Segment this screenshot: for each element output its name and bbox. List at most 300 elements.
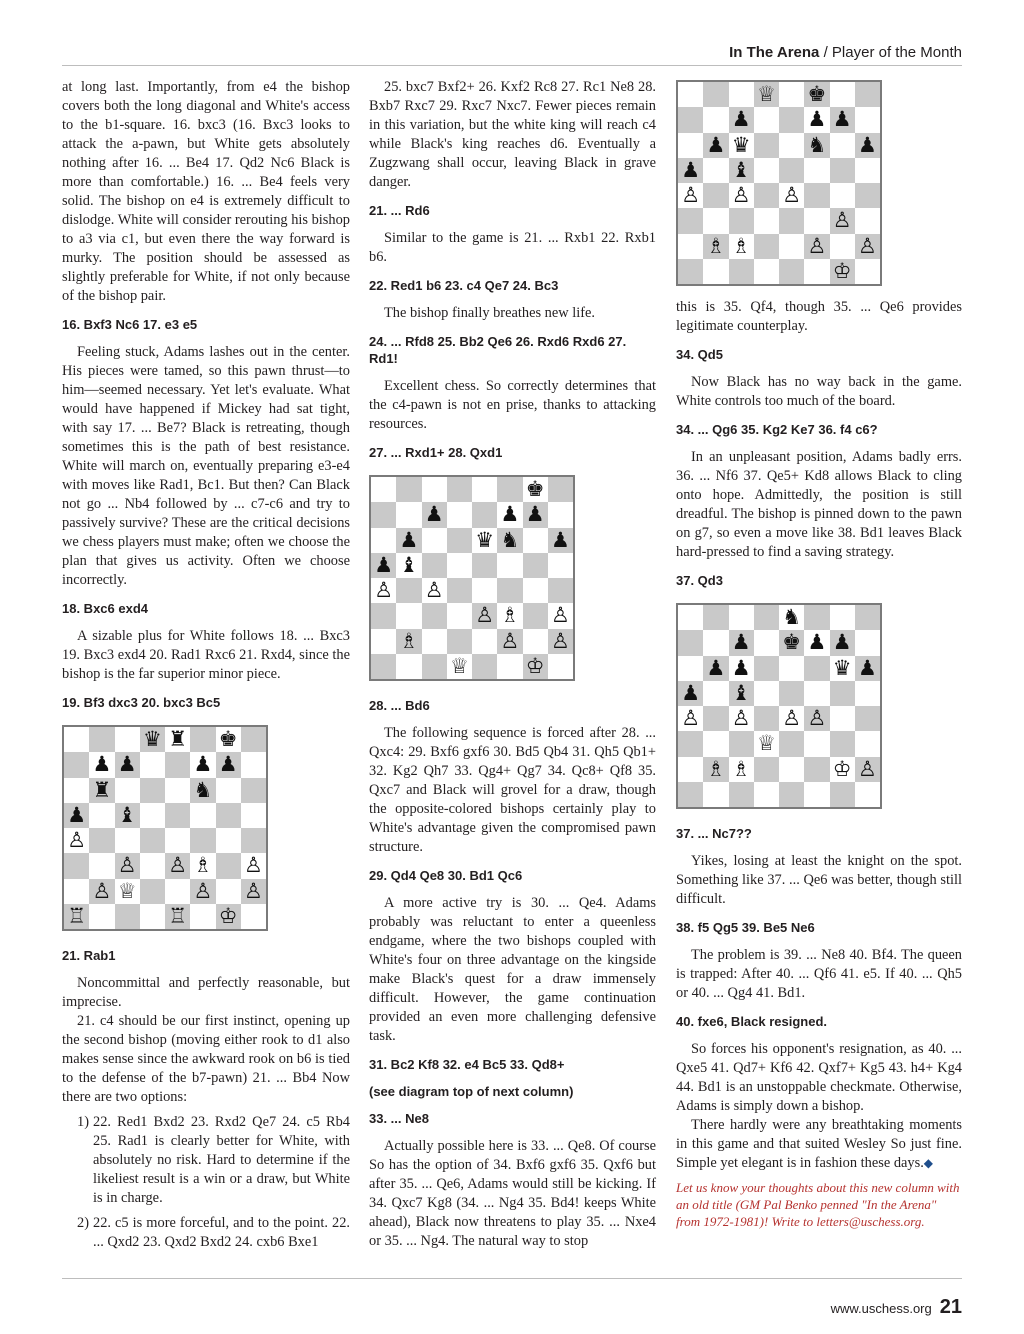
board-square	[447, 502, 472, 527]
board-square	[140, 778, 165, 803]
board-square	[64, 853, 89, 878]
white-rook-icon: ♖	[67, 903, 87, 928]
board-square	[165, 727, 190, 752]
board-square	[140, 727, 165, 752]
end-mark-icon: ◆	[923, 1156, 934, 1170]
page-footer	[831, 1296, 962, 1319]
white-pawn-icon: ♙	[857, 756, 877, 781]
move-heading: 28. ... Bd6	[369, 698, 430, 713]
board-square	[523, 553, 548, 578]
paragraph: The problem is 39. ... Ne8 40. Bf4. The queen is trapped: After 40. ... Qf6 41. e5. If 40. ... Qh5 or 40. ... Qg4 41. Bd1.	[676, 947, 962, 1001]
site-url: www.uschess.org	[830, 1301, 932, 1316]
board-square	[241, 778, 266, 803]
board-square	[779, 208, 804, 233]
black-pawn-icon: ♟	[92, 752, 112, 777]
board-square	[754, 605, 779, 630]
black-pawn-icon: ♟	[525, 502, 545, 527]
board-square	[779, 706, 804, 731]
board-square	[472, 654, 497, 679]
board-square	[804, 630, 829, 655]
black-pawn-icon: ♟	[832, 630, 852, 655]
white-pawn-icon: ♙	[168, 853, 188, 878]
column-3	[676, 78, 962, 1230]
move-heading: 18. Bxc6 exd4	[62, 601, 149, 616]
move-heading: 40. fxe6, Black resigned.	[676, 1014, 828, 1029]
paragraph: The bishop finally breathes new life.	[384, 305, 595, 321]
board-square	[804, 234, 829, 259]
board-square	[703, 107, 728, 132]
board-square	[241, 803, 266, 828]
board-square	[241, 828, 266, 853]
board-square	[703, 208, 728, 233]
board-square	[497, 502, 522, 527]
black-bishop-icon: ♝	[117, 802, 137, 827]
black-knight-icon: ♞	[807, 132, 827, 157]
black-bishop-icon: ♝	[399, 552, 419, 577]
black-pawn-icon: ♟	[857, 655, 877, 680]
board-square	[165, 778, 190, 803]
board-square	[447, 629, 472, 654]
board-square	[396, 528, 421, 553]
board-square	[729, 234, 754, 259]
board-square	[422, 477, 447, 502]
white-pawn-icon: ♙	[731, 706, 751, 731]
paragraph: A sizable plus for White follows 18. ... Bxc3 19. Bxc3 exd4 20. Rad1 Rxc6 21. Rxd4, since the bishop is the far superior minor piece.	[62, 628, 350, 682]
board-square	[140, 853, 165, 878]
black-pawn-icon: ♟	[424, 502, 444, 527]
board-square	[804, 782, 829, 807]
board-square	[729, 706, 754, 731]
list-text: 22. c5 is more forceful, and to the point. 22. ... Qxd2 23. Qxd2 Bxd2 24. cxb6 Bxe1	[93, 1215, 350, 1250]
board-square	[548, 578, 573, 603]
board-square	[754, 158, 779, 183]
white-pawn-icon: ♙	[832, 208, 852, 233]
board-square	[89, 752, 114, 777]
board-square	[703, 706, 728, 731]
board-square	[830, 706, 855, 731]
white-pawn-icon: ♙	[500, 628, 520, 653]
black-pawn-icon: ♟	[857, 132, 877, 157]
black-pawn-icon: ♟	[731, 655, 751, 680]
black-pawn-icon: ♟	[218, 752, 238, 777]
board-square	[830, 782, 855, 807]
black-knight-icon: ♞	[193, 777, 213, 802]
board-square	[371, 603, 396, 628]
footer-divider	[62, 1278, 962, 1279]
board-square	[855, 158, 880, 183]
white-pawn-icon: ♙	[92, 878, 112, 903]
board-square	[64, 752, 89, 777]
white-pawn-icon: ♙	[681, 183, 701, 208]
board-square	[703, 605, 728, 630]
reader-note: Let us know your thoughts about this new column with an old title (GM Pal Benko penned "In the Arena" from 1972-1981)! Write to letters@uschess.org.	[676, 1180, 960, 1229]
move-heading: 34. ... Qg6 35. Kg2 Ke7 36. f4 c6?	[676, 422, 878, 437]
board-square	[754, 234, 779, 259]
paragraph: Similar to the game is 21. ... Rxb1 22. Rxb1 b6.	[369, 230, 656, 265]
board-square	[396, 654, 421, 679]
board-square	[472, 629, 497, 654]
board-square	[371, 477, 396, 502]
paragraph: 25. bxc7 Bxf2+ 26. Kxf2 Rc8 27. Rc1 Ne8 28. Bxb7 Rxc7 29. Rxc7 Nxc7. Fewer pieces remain in this variation, but the white king will reach c4 while Black's king reaches d6. Eventually a Zugzwang shall occur, leaving Black in grave danger.	[369, 79, 656, 190]
board-square	[830, 82, 855, 107]
board-square	[89, 853, 114, 878]
paragraph: So forces his opponent's resignation, as 40. ... Qxe5 41. Qd7+ Kf6 42. Qxf7+ Kg5 43. h4+ Kg4 44. Bd1 is an unstoppable checkmate. Otherwise, Adams is simply down a bishop.	[676, 1041, 962, 1114]
board-square	[115, 853, 140, 878]
board-square	[447, 477, 472, 502]
board-square	[678, 731, 703, 756]
board-square	[115, 803, 140, 828]
board-square	[115, 904, 140, 929]
board-square	[855, 183, 880, 208]
board-square	[779, 133, 804, 158]
board-square	[754, 208, 779, 233]
board-square	[729, 183, 754, 208]
black-pawn-icon: ♟	[706, 655, 726, 680]
options-list	[62, 1113, 350, 1252]
running-header	[62, 44, 962, 61]
board-square	[422, 502, 447, 527]
board-square	[830, 158, 855, 183]
white-pawn-icon: ♙	[807, 706, 827, 731]
board-square	[64, 879, 89, 904]
board-square	[703, 656, 728, 681]
white-bishop-icon: ♗	[500, 603, 520, 628]
board-square	[190, 727, 215, 752]
white-pawn-icon: ♙	[782, 183, 802, 208]
board-square	[190, 803, 215, 828]
board-square	[523, 629, 548, 654]
board-square	[472, 502, 497, 527]
move-heading: 24. ... Rfd8 25. Bb2 Qe6 26. Rxd6 Rxd6 27. Rd1!	[369, 334, 627, 366]
white-bishop-icon: ♗	[399, 628, 419, 653]
board-square	[523, 502, 548, 527]
move-heading: 16. Bxf3 Nc6 17. e3 e5	[62, 317, 198, 332]
board-square	[678, 183, 703, 208]
board-square	[241, 752, 266, 777]
black-bishop-icon: ♝	[731, 157, 751, 182]
black-pawn-icon: ♟	[550, 527, 570, 552]
board-square	[64, 828, 89, 853]
board-square	[371, 629, 396, 654]
board-square	[447, 654, 472, 679]
white-pawn-icon: ♙	[731, 183, 751, 208]
list-text: 22. Red1 Bxd2 23. Rxd2 Qe7 24. c5 Rb4 25. Rad1 is clearly better for White, with absolutely no risk. Hard to determine if the likeliest result is a win or a draw, but White is in charge.	[93, 1114, 350, 1206]
white-king-icon: ♔	[832, 258, 852, 283]
board-square	[804, 259, 829, 284]
board-square	[779, 259, 804, 284]
board-square	[729, 656, 754, 681]
board-square	[703, 681, 728, 706]
board-square	[140, 879, 165, 904]
board-square	[140, 828, 165, 853]
board-square	[830, 234, 855, 259]
board-square	[779, 82, 804, 107]
board-square	[89, 879, 114, 904]
board-square	[165, 904, 190, 929]
white-bishop-icon: ♗	[731, 756, 751, 781]
board-square	[548, 528, 573, 553]
board-square	[497, 603, 522, 628]
board-square	[855, 82, 880, 107]
board-square	[447, 603, 472, 628]
black-queen-icon: ♛	[475, 527, 495, 552]
paragraph: Noncommittal and perfectly reasonable, but imprecise.	[62, 975, 350, 1010]
board-square	[830, 183, 855, 208]
white-pawn-icon: ♙	[550, 628, 570, 653]
board-square	[729, 782, 754, 807]
move-heading: 38. f5 Qg5 39. Be5 Ne6	[676, 920, 815, 935]
board-square	[115, 752, 140, 777]
black-pawn-icon: ♟	[731, 630, 751, 655]
board-square	[855, 107, 880, 132]
board-square	[165, 828, 190, 853]
white-pawn-icon: ♙	[374, 578, 394, 603]
board-square	[678, 757, 703, 782]
board-square	[396, 477, 421, 502]
board-square	[830, 656, 855, 681]
white-king-icon: ♔	[218, 903, 238, 928]
board-square	[729, 158, 754, 183]
page-number: 21	[939, 1296, 962, 1318]
column-2	[369, 78, 656, 1251]
board-square	[779, 107, 804, 132]
board-square	[89, 828, 114, 853]
board-square	[497, 477, 522, 502]
board-square	[804, 681, 829, 706]
white-king-icon: ♔	[832, 756, 852, 781]
list-item	[62, 1214, 350, 1252]
board-square	[497, 553, 522, 578]
board-square	[140, 752, 165, 777]
paragraph: A more active try is 30. ... Qe4. Adams probably was reluctant to enter a queenless endgame, where the two bishops coupled with White's four on three advantage on the kingside make Black's quest for a draw immensely difficult. However, the game continuation provided an even more challenging defensive task.	[369, 895, 656, 1044]
paragraph: The following sequence is forced after 28. ... Qxc4: 29. Bxf6 gxf6 30. Bd5 Qb4 31. Qh5 Qb1+ 32. Kg2 Qh7 33. Qg4+ Qg7 34. Qc8+ Qf8 35. Qxc7 and Black will grovel for a draw, though the opposite-colored bishops certainly play to White's advantage given the compromised pawn structure.	[369, 725, 656, 855]
board-square	[241, 727, 266, 752]
black-pawn-icon: ♟	[117, 752, 137, 777]
list-number: 1)	[77, 1114, 89, 1130]
board-square	[804, 183, 829, 208]
white-pawn-icon: ♙	[243, 878, 263, 903]
board-square	[678, 259, 703, 284]
black-knight-icon: ♞	[782, 605, 802, 630]
board-square	[216, 752, 241, 777]
board-square	[89, 778, 114, 803]
board-square	[804, 706, 829, 731]
board-square	[830, 259, 855, 284]
board-square	[472, 477, 497, 502]
board-square	[855, 234, 880, 259]
board-square	[678, 706, 703, 731]
board-square	[754, 82, 779, 107]
black-bishop-icon: ♝	[731, 680, 751, 705]
black-queen-icon: ♛	[832, 655, 852, 680]
board-square	[115, 879, 140, 904]
black-queen-icon: ♛	[142, 727, 162, 752]
board-square	[115, 727, 140, 752]
chess-diagram	[676, 80, 882, 286]
board-square	[830, 605, 855, 630]
board-square	[729, 133, 754, 158]
board-square	[804, 158, 829, 183]
board-square	[703, 82, 728, 107]
board-square	[678, 133, 703, 158]
board-square	[371, 578, 396, 603]
black-pawn-icon: ♟	[681, 680, 701, 705]
board-square	[64, 778, 89, 803]
column-1	[62, 78, 350, 1258]
board-square	[855, 681, 880, 706]
board-square	[678, 107, 703, 132]
white-rook-icon: ♖	[168, 903, 188, 928]
board-square	[472, 578, 497, 603]
paragraph: Actually possible here is 33. ... Qe8. Of course So has the option of 34. Bxf6 gxf6 35. Qxf6 but after 35. ... Qe6, Adams would still be kicking. If 34. Qxc7 Kg8 (34. ... Ng4 35. Bd4! keeps White ahead), Black now threatens to play 35. ... Nxe4 or 35. ... Ng4. The natural way to stop	[369, 1138, 656, 1249]
board-square	[754, 757, 779, 782]
board-square	[855, 208, 880, 233]
black-king-icon: ♚	[218, 727, 238, 752]
paragraph: 21. c4 should be our first instinct, opening up the second bishop (moving either rook to d1 also makes sense since the awkward rook on b6 is tied to the defense of the b7-pawn) 21. ... Bb4 Now there are two options:	[62, 1013, 350, 1105]
board-square	[548, 553, 573, 578]
board-square	[804, 757, 829, 782]
board-square	[190, 828, 215, 853]
board-square	[703, 183, 728, 208]
board-square	[703, 259, 728, 284]
white-bishop-icon: ♗	[731, 233, 751, 258]
board-square	[216, 778, 241, 803]
board-square	[523, 654, 548, 679]
board-square	[190, 853, 215, 878]
white-queen-icon: ♕	[117, 878, 137, 903]
black-queen-icon: ♛	[731, 132, 751, 157]
board-square	[855, 706, 880, 731]
board-square	[754, 782, 779, 807]
board-square	[523, 603, 548, 628]
board-square	[804, 133, 829, 158]
white-queen-icon: ♕	[756, 731, 776, 756]
white-bishop-icon: ♗	[706, 756, 726, 781]
section-subtitle: Player of the Month	[831, 44, 962, 61]
board-square	[422, 553, 447, 578]
board-square	[754, 259, 779, 284]
board-square	[678, 605, 703, 630]
board-square	[64, 803, 89, 828]
board-square	[216, 879, 241, 904]
board-square	[729, 107, 754, 132]
board-square	[855, 630, 880, 655]
white-pawn-icon: ♙	[550, 603, 570, 628]
board-square	[396, 553, 421, 578]
black-pawn-icon: ♟	[807, 107, 827, 132]
board-square	[422, 528, 447, 553]
board-square	[804, 107, 829, 132]
paragraph	[676, 1116, 962, 1173]
board-square	[703, 133, 728, 158]
board-square	[64, 904, 89, 929]
board-square	[729, 681, 754, 706]
board-square	[216, 803, 241, 828]
board-square	[165, 879, 190, 904]
white-pawn-icon: ♙	[475, 603, 495, 628]
white-pawn-icon: ♙	[857, 233, 877, 258]
move-heading: 37. Qd3	[676, 573, 723, 588]
board-square	[855, 782, 880, 807]
diagram-reference: (see diagram top of next column)	[369, 1084, 574, 1099]
board-square	[241, 904, 266, 929]
chess-diagram	[369, 475, 575, 681]
black-pawn-icon: ♟	[706, 132, 726, 157]
board-square	[548, 603, 573, 628]
section-title: In The Arena	[729, 44, 820, 61]
black-pawn-icon: ♟	[807, 630, 827, 655]
board-square	[190, 752, 215, 777]
board-square	[830, 630, 855, 655]
board-square	[190, 879, 215, 904]
white-pawn-icon: ♙	[117, 853, 137, 878]
board-square	[855, 133, 880, 158]
board-square	[729, 731, 754, 756]
board-square	[703, 234, 728, 259]
move-heading: 21. ... Rd6	[369, 203, 430, 218]
board-square	[804, 605, 829, 630]
white-pawn-icon: ♙	[782, 706, 802, 731]
paragraph-text: There hardly were any breathtaking moments in this game and that suited Wesley So just fine. Simple yet elegant is in fashion these days.	[676, 1117, 962, 1171]
board-square	[115, 828, 140, 853]
white-pawn-icon: ♙	[424, 578, 444, 603]
board-square	[779, 234, 804, 259]
move-heading: 27. ... Rxd1+ 28. Qxd1	[369, 445, 503, 460]
board-square	[779, 757, 804, 782]
board-square	[422, 654, 447, 679]
header-divider	[62, 65, 962, 66]
board-square	[396, 502, 421, 527]
board-square	[548, 654, 573, 679]
board-square	[830, 107, 855, 132]
board-square	[497, 629, 522, 654]
board-square	[548, 502, 573, 527]
board-square	[165, 752, 190, 777]
black-pawn-icon: ♟	[500, 502, 520, 527]
black-pawn-icon: ♟	[681, 157, 701, 182]
board-square	[703, 158, 728, 183]
board-square	[703, 731, 728, 756]
paragraph: Feeling stuck, Adams lashes out in the center. His pieces were tamed, so this pawn thrust—to him—seemed necessary. Yet let's evaluate. What would have happened if Mickey had sat tight, with say 17. ... Be7? Black is retreating, though sometimes this is the path of best resistance. White will march on, eventually preparing e3-e4 with moves like Rad1, Bc1. But then? Can Black not go ... Nb4 followed by ... c7-c6 and try to passively survive? These are the critical decisions we chess players must make; often we choose the plan that gives us activity. Often we choose incorrectly.	[62, 344, 350, 588]
board-square	[190, 778, 215, 803]
board-square	[396, 629, 421, 654]
black-king-icon: ♚	[782, 630, 802, 655]
board-square	[165, 803, 190, 828]
board-square	[371, 553, 396, 578]
black-knight-icon: ♞	[500, 527, 520, 552]
list-item	[62, 1113, 350, 1208]
board-square	[678, 82, 703, 107]
white-queen-icon: ♕	[449, 653, 469, 678]
white-pawn-icon: ♙	[193, 878, 213, 903]
board-square	[779, 158, 804, 183]
paragraph: Excellent chess. So correctly determines that the c4-pawn is not en prise, thanks to attacking resources.	[369, 378, 656, 432]
board-square	[447, 528, 472, 553]
black-rook-icon: ♜	[168, 727, 188, 752]
board-square	[729, 82, 754, 107]
board-square	[729, 605, 754, 630]
board-square	[754, 133, 779, 158]
paragraph: this is 35. Qf4, though 35. ... Qe6 provides legitimate counterplay.	[676, 299, 962, 334]
board-square	[422, 578, 447, 603]
board-square	[729, 259, 754, 284]
chess-diagram	[676, 603, 882, 809]
board-square	[779, 630, 804, 655]
board-square	[190, 904, 215, 929]
board-square	[678, 681, 703, 706]
board-square	[89, 803, 114, 828]
board-square	[855, 731, 880, 756]
